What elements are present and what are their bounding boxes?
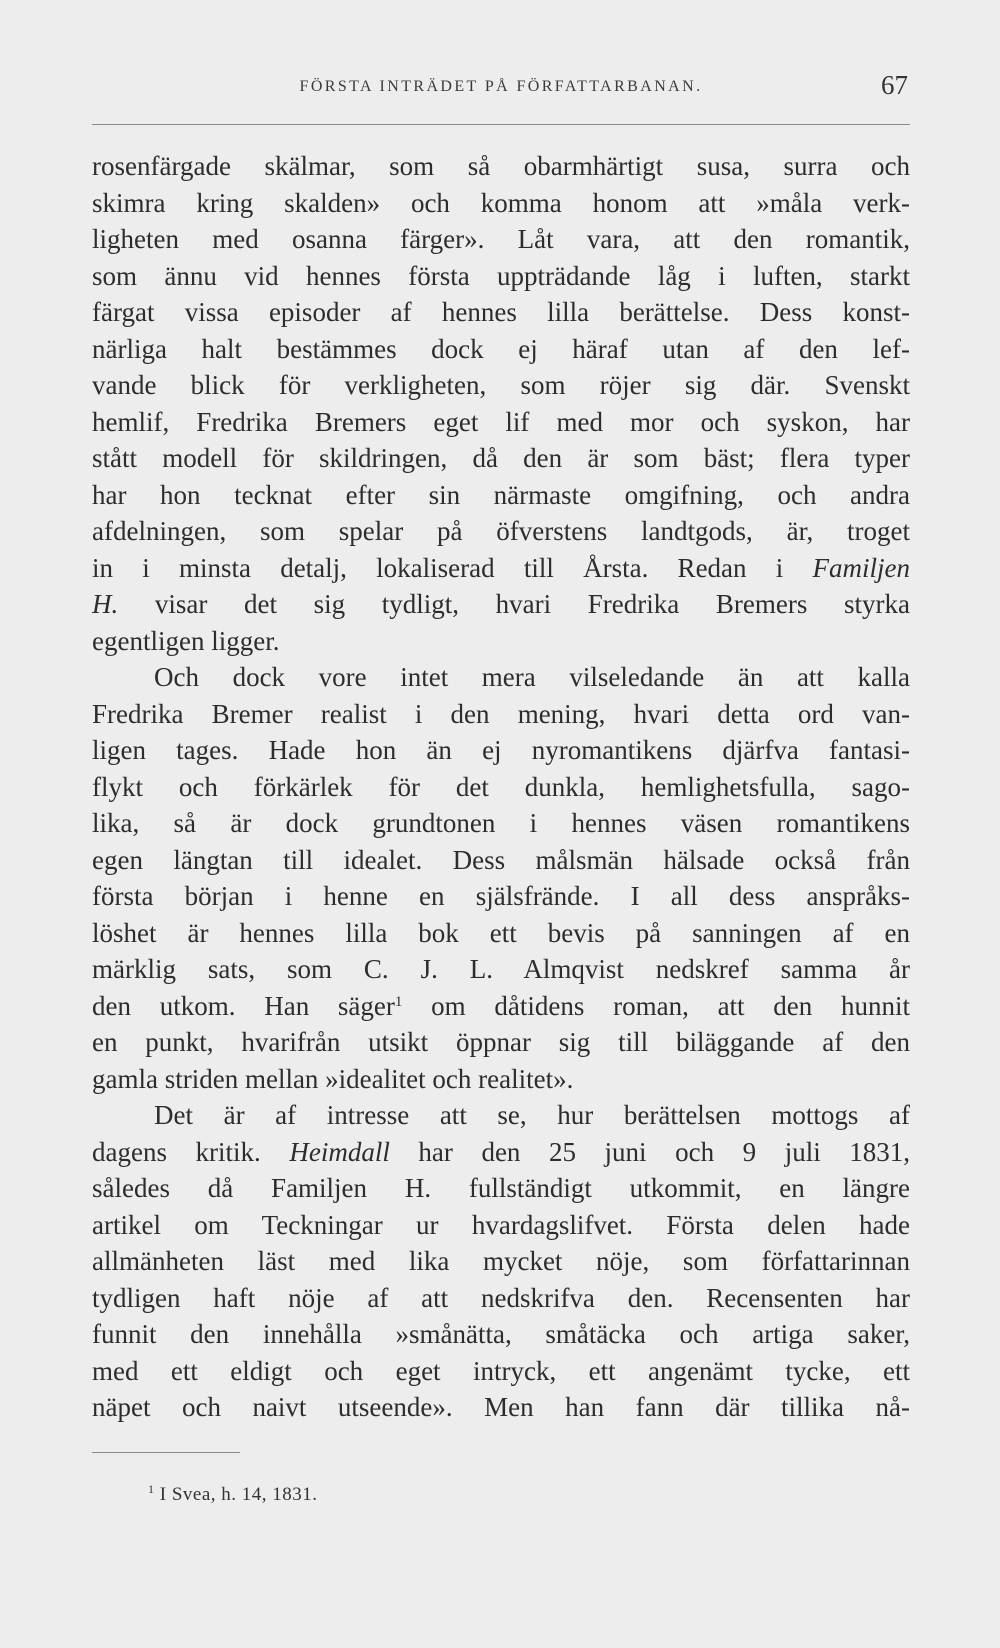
italic-title: H. xyxy=(92,589,119,619)
text-fragment: har den 25 juni och 9 juli 1831, xyxy=(418,1136,911,1167)
header-rule xyxy=(92,124,910,125)
text-line: Och dock vore intet mera vilseledande än att kalla xyxy=(154,662,910,692)
text-line: funnit den innehålla »smånätta, småtäcka och artiga saker, xyxy=(92,1319,910,1349)
text-line-mixed xyxy=(92,1134,910,1171)
text-line: löshet är hennes lilla bok ett bevis på sanningen af en xyxy=(92,917,910,948)
text-line: med ett eldigt och eget intryck, ett angenämt tycke, ett xyxy=(92,1355,910,1386)
text-fragment: den utkom. Han säger xyxy=(92,990,395,1021)
footnote xyxy=(148,1484,318,1506)
page-header xyxy=(92,70,910,116)
text-line: egen längtan till idealet. Dess målsmän hälsade också från xyxy=(92,844,910,875)
text-line: allmänheten läst med lika mycket nöje, som författarinnan xyxy=(92,1246,910,1276)
italic-title: Heimdall xyxy=(289,1136,390,1167)
footnote-marker: 1 xyxy=(148,1482,155,1496)
text-line: som ännu vid hennes första uppträdande låg i luften, starkt xyxy=(92,260,910,291)
footnote-text: I Svea, h. 14, 1831. xyxy=(159,1484,318,1505)
text-line: stått modell för skildringen, då den är som bäst; flera typer xyxy=(92,443,910,473)
text-line: närliga halt bestämmes dock ej häraf utan af den lef- xyxy=(92,333,910,364)
text-line: Fredrika Bremer realist i den mening, hvari detta ord van- xyxy=(92,698,910,729)
text-line: hemlif, Fredrika Bremers eget lif med mor och syskon, har xyxy=(92,406,910,437)
footnote-rule xyxy=(92,1452,240,1453)
text-line-mixed xyxy=(92,586,910,623)
text-line: ligheten med osanna färger». Låt vara, att den romantik, xyxy=(92,224,910,254)
text-line-mixed xyxy=(92,550,910,587)
text-line: första början i henne en själsfrände. I all dess anspråks- xyxy=(92,881,910,911)
body-text xyxy=(92,148,910,1426)
text-line: afdelningen, som spelar på öfverstens landtgods, är, troget xyxy=(92,516,910,546)
text-line: näpet och naivt utseende». Men han fann där tillika nå- xyxy=(92,1392,910,1422)
running-title: FÖRSTA INTRÄDET PÅ FÖRFATTARBANAN. xyxy=(299,78,703,95)
text-line: rosenfärgade skälmar, som så obarmhärtigt susa, surra och xyxy=(92,151,910,181)
text-line: således då Familjen H. fullständigt utkommit, en längre xyxy=(92,1173,910,1203)
page-number: 67 xyxy=(881,70,908,100)
text-line: skimra kring skalden» och komma honom att »måla verk- xyxy=(92,187,910,218)
text-fragment: om dåtidens roman, att den hunnit xyxy=(431,990,911,1021)
text-line: märklig sats, som C. J. L. Almqvist nedskref samma år xyxy=(92,954,910,984)
text-line: har hon tecknat efter sin närmaste omgifning, och andra xyxy=(92,479,910,510)
text-line: färgat vissa episoder af hennes lilla berättelse. Dess konst- xyxy=(92,297,910,327)
text-fragment: visar det sig tydligt, hvari Fredrika Bremers styrka xyxy=(154,589,910,619)
text-line: vande blick för verkligheten, som röjer sig där. Svenskt xyxy=(92,370,910,400)
text-line: gamla striden mellan »idealitet och realitet». xyxy=(92,1063,574,1094)
text-line: artikel om Teckningar ur hvardagslifvet. Första delen hade xyxy=(92,1209,910,1240)
text-line: flykt och förkärlek för det dunkla, hemlighetsfulla, sago- xyxy=(92,771,910,802)
text-line: en punkt, hvarifrån utsikt öppnar sig till biläggande af den xyxy=(92,1027,910,1057)
text-line: tydligen haft nöje af att nedskrifva den. Recensenten har xyxy=(92,1282,910,1313)
text-fragment: dagens kritik. xyxy=(92,1136,261,1167)
text-line: lika, så är dock grundtonen i hennes väsen romantikens xyxy=(92,808,910,838)
text-line-mixed xyxy=(92,988,910,1025)
text-line: Det är af intresse att se, hur berättelsen mottogs af xyxy=(154,1100,910,1130)
footnote-marker: 1 xyxy=(394,993,403,1010)
text-line: egentligen ligger. xyxy=(92,625,280,656)
text-line: ligen tages. Hade hon än ej nyromantikens djärfva fantasi- xyxy=(92,735,910,765)
text-fragment: in i minsta detalj, lokaliserad till Årsta. Redan i xyxy=(92,552,784,583)
italic-title: Familjen xyxy=(812,552,910,583)
